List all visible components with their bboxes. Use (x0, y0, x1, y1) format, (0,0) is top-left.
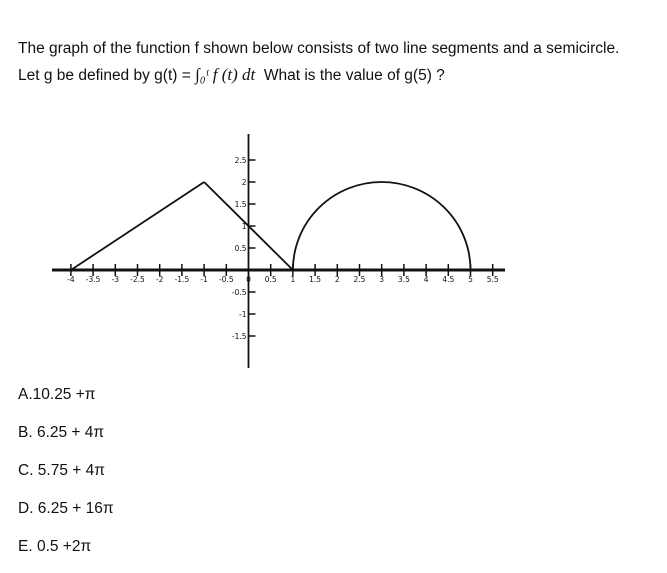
line-segment (71, 182, 204, 270)
x-tick-label: 0 (246, 275, 251, 284)
x-tick-label: 1 (290, 275, 296, 284)
y-tick-label: -1.5 (231, 332, 247, 341)
choice-b[interactable]: B. 6.25 + 4π (18, 424, 105, 441)
x-tick-label: -3 (111, 275, 120, 284)
x-tick-label: -1.5 (174, 275, 190, 284)
x-tick-label: -2.5 (130, 275, 145, 284)
graph-curves (71, 182, 471, 270)
x-tick-label: 1.5 (309, 275, 322, 284)
choice-d[interactable]: D. 6.25 + 16π (18, 500, 114, 517)
y-tick-label: 2.5 (234, 156, 247, 165)
x-tick-label: -2 (155, 275, 164, 284)
y-tick-label: 0.5 (234, 244, 247, 253)
y-tick-label: 2 (241, 178, 247, 187)
semicircle (293, 182, 471, 270)
graph-ticks (67, 156, 499, 341)
x-tick-label: -3.5 (85, 275, 101, 284)
x-tick-label: 3 (379, 275, 385, 284)
y-tick-label: -0.5 (231, 288, 247, 297)
x-tick-label: 3.5 (397, 275, 410, 284)
choice-a[interactable]: A.10.25 +π (18, 386, 96, 403)
x-tick-label: -1 (200, 275, 208, 284)
x-tick-label: 5 (468, 275, 473, 284)
question-line-1: The graph of the function f shown below consists of two line segments and a semicircle. (18, 40, 620, 57)
choice-c[interactable]: C. 5.75 + 4π (18, 462, 105, 479)
choice-e[interactable]: E. 0.5 +2π (18, 538, 92, 555)
x-tick-label: 2.5 (353, 275, 366, 284)
x-tick-label: -4 (67, 275, 75, 284)
y-tick-label: -1 (239, 310, 247, 319)
x-tick-label: 2 (334, 275, 340, 284)
question-line-2-prefix: Let g be defined by g(t) = (18, 67, 196, 84)
graph-axes (52, 134, 505, 368)
question-line-2-suffix: What is the value of g(5) ? (263, 67, 445, 84)
x-tick-label: 4 (423, 275, 429, 284)
y-tick-label: 1 (241, 222, 247, 231)
x-tick-label: 4.5 (442, 275, 455, 284)
integral-expression: ∫₀ᵗ f (t) dt (195, 65, 256, 84)
x-tick-label: 0.5 (264, 275, 277, 284)
y-tick-label: 1.5 (234, 200, 247, 209)
x-tick-label: 5.5 (486, 275, 499, 284)
x-tick-label: -0.5 (218, 275, 234, 284)
